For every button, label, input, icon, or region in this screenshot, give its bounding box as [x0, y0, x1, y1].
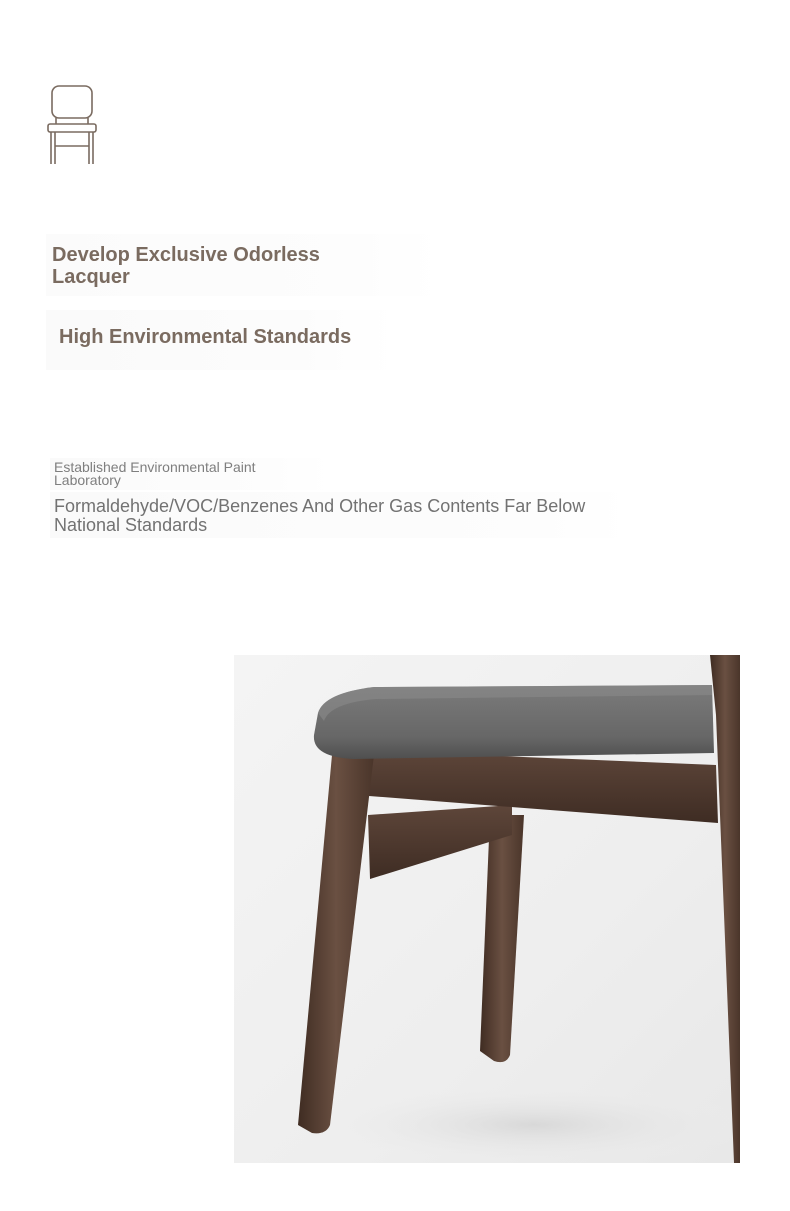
detail-block [50, 492, 630, 538]
dining-chair-closeup-photo [234, 655, 740, 1163]
chair-icon [46, 84, 98, 166]
feature-subtitle-block [46, 310, 396, 370]
feature-title: Develop Exclusive Odorless Lacquer [52, 244, 320, 288]
feature-title-block [46, 234, 440, 296]
lab-label-block [50, 458, 330, 490]
feature-subtitle: High Environmental Standards [59, 326, 352, 348]
detail-text: Formaldehyde/VOC/Benzenes And Other Gas Contents Far Below National Standards [54, 496, 586, 535]
lab-label: Established Environmental Paint Laboratory [54, 459, 256, 488]
